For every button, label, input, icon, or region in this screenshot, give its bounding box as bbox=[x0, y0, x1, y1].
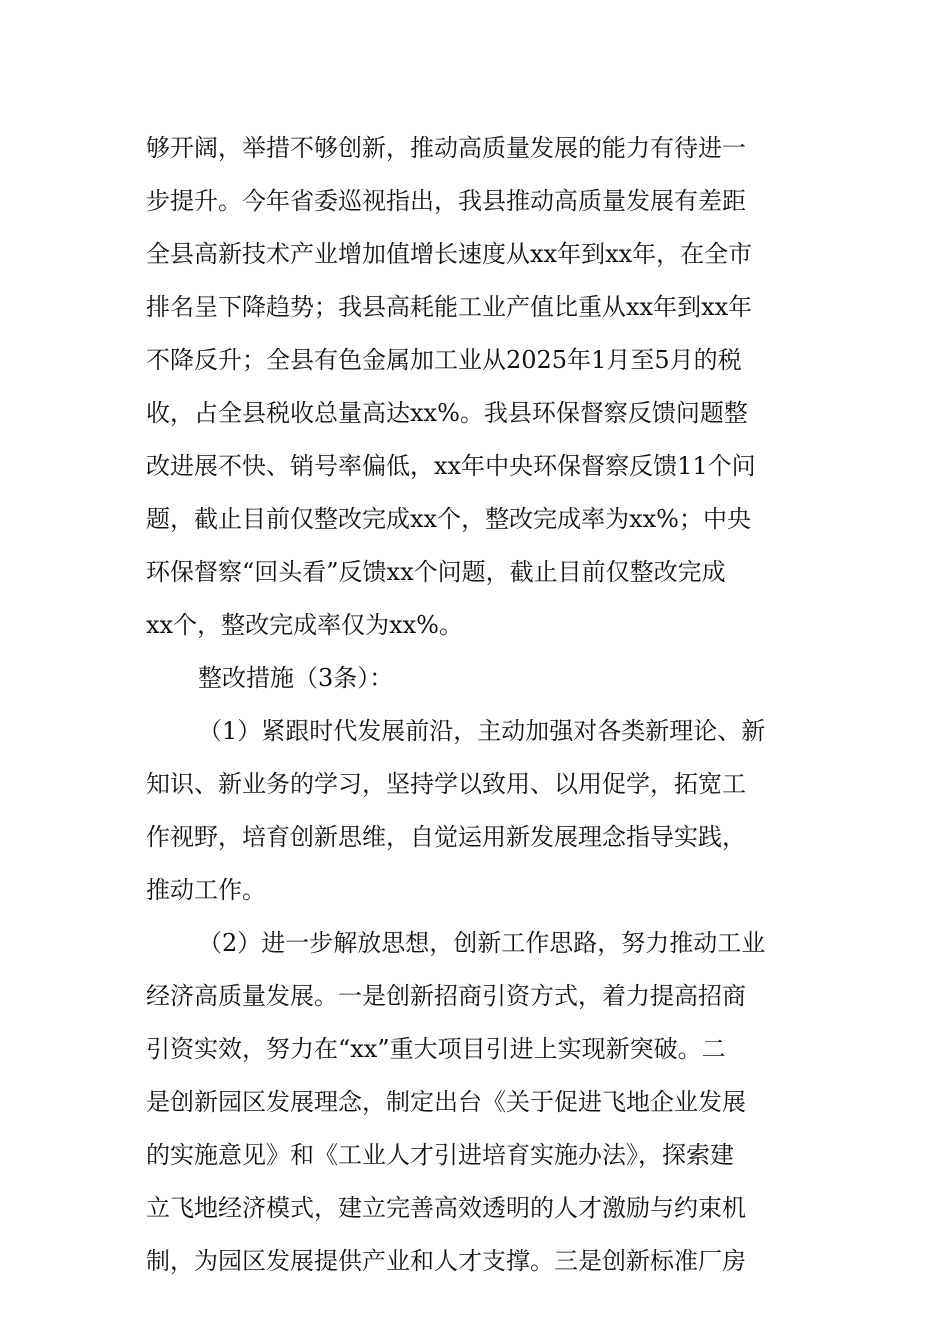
text-line: 收，占全县税收总量高达xx%。我县环保督察反馈问题整 bbox=[146, 399, 748, 427]
text-line: 知识、新业务的学习，坚持学以致用、以用促学，拓宽工 bbox=[146, 770, 746, 798]
text-line: 环保督察“回头看”反馈xx个问题，截止目前仅整改完成 bbox=[146, 558, 726, 586]
text-line: 引资实效，努力在“xx”重大项目引进上实现新突破。二 bbox=[146, 1035, 726, 1063]
paragraph-measure-2 bbox=[146, 917, 806, 1288]
paragraph-problem-description bbox=[146, 122, 806, 652]
text-line: 经济高质量发展。一是创新招商引资方式，着力提高招商 bbox=[146, 982, 746, 1010]
text-line: 排名呈下降趋势；我县高耗能工业产值比重从xx年到xx年 bbox=[146, 293, 753, 321]
text-line: 作视野，培育创新思维，自觉运用新发展理念指导实践， bbox=[146, 823, 746, 851]
text-line: 改进展不快、销号率偏低，xx年中央环保督察反馈11个问 bbox=[146, 452, 756, 480]
text-line: 是创新园区发展理念，制定出台《关于促进飞地企业发展 bbox=[146, 1088, 746, 1116]
text-line: 推动工作。 bbox=[146, 876, 266, 904]
text-line: （2）进一步解放思想，创新工作思路，努力推动工业 bbox=[198, 929, 766, 957]
text-line: 题，截止目前仅整改完成xx个，整改完成率为xx%；中央 bbox=[146, 505, 751, 533]
text-line: 全县高新技术产业增加值增长速度从xx年到xx年，在全市 bbox=[146, 240, 753, 268]
text-line: 的实施意见》和《工业人才引进培育实施办法》，探索建 bbox=[146, 1141, 734, 1169]
text-line: 够开阔，举措不够创新，推动高质量发展的能力有待进一 bbox=[146, 134, 746, 162]
text-line: 立飞地经济模式，建立完善高效透明的人才激励与约束机 bbox=[146, 1194, 746, 1222]
text-line: 制，为园区发展提供产业和人才支撑。三是创新标准厂房 bbox=[146, 1247, 746, 1275]
text-line: 不降反升；全县有色金属加工业从2025年1月至5月的税 bbox=[146, 346, 742, 374]
document-body bbox=[146, 122, 806, 1288]
paragraph-measures-heading bbox=[146, 652, 806, 705]
text-line: xx个，整改完成率仅为xx%。 bbox=[146, 611, 463, 639]
section-heading: 整改措施（3条）： bbox=[198, 664, 394, 692]
text-line: 步提升。今年省委巡视指出，我县推动高质量发展有差距 bbox=[146, 187, 746, 215]
paragraph-measure-1 bbox=[146, 705, 806, 917]
text-line: （1）紧跟时代发展前沿，主动加强对各类新理论、新 bbox=[198, 717, 766, 745]
